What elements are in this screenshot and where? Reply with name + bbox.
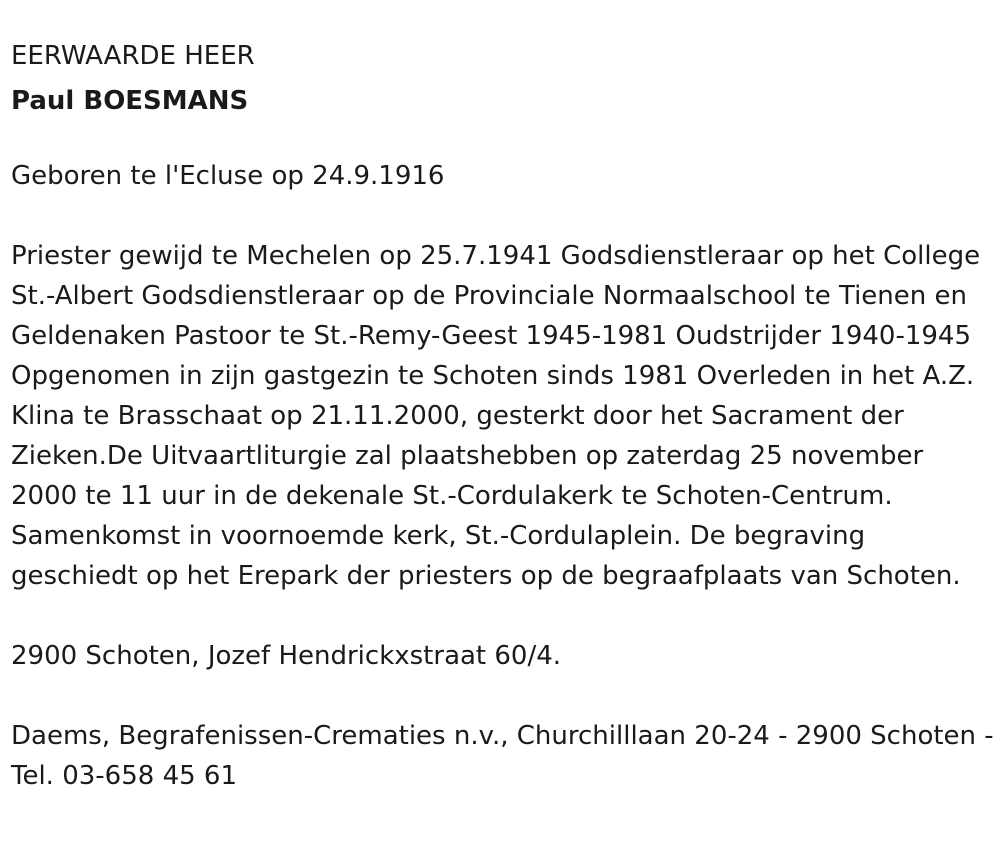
spacer [11,676,988,716]
birth-line: Geboren te l'Ecluse op 24.9.1916 [11,161,445,191]
spacer [11,196,988,236]
spacer [11,596,988,636]
notice-title: EERWAARDE HEER [11,41,255,71]
biography-paragraph: Priester gewijd te Mechelen op 25.7.1941 Godsdienstleraar op het College St.-Albert Godsdienstleraar op de Provinciale Normaalschool te Tienen en Geldenaken Pastoor te St.-Remy-Geest 1945-1981 Oudstrijder 1940-1945 Opgenomen in zijn gastgezin te Schoten sinds 1981 Overleden in het A.Z. Klina te Brasschaat op 21.11.2000, gesterkt door het Sacrament der Zieken.De Uitvaartliturgie zal plaatshebben op zaterdag 25 november 2000 te 11 uur in de dekenale St.-Cordulakerk te Schoten-Centrum. Samenkomst in voornoemde kerk, St.-Cordulaplein. De begraving geschiedt op het Erepark der priesters op de begraafplaats van Schoten. [11,241,981,591]
deceased-name: Paul BOESMANS [11,86,249,116]
address-line: 2900 Schoten, Jozef Hendrickxstraat 60/4. [11,641,562,671]
funeral-home-line: Daems, Begrafenissen-Crematies n.v., Churchilllaan 20-24 - 2900 Schoten - Tel. 03-658 45 61 [11,721,994,791]
spacer [11,126,988,156]
